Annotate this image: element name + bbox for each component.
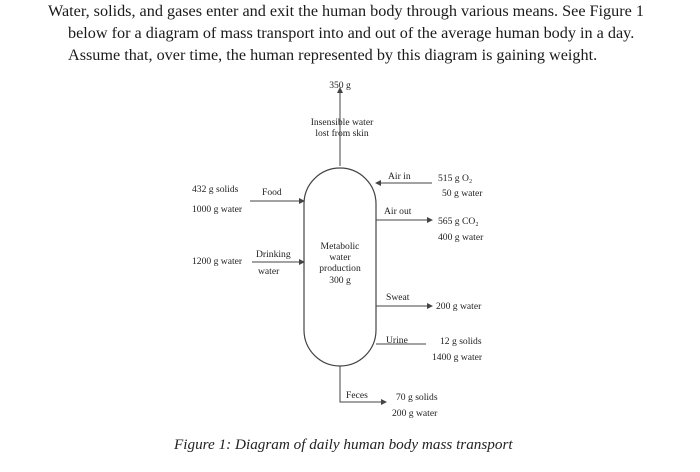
intro-line-1: Water, solids, and gases enter and exit the human body through various means. See Figure 1 bbox=[48, 2, 644, 20]
air-out-label: Air out bbox=[384, 206, 412, 217]
drinking-label-line2: water bbox=[258, 266, 280, 277]
urine-water: 1400 g water bbox=[432, 352, 483, 363]
feces-label: Feces bbox=[346, 390, 368, 401]
food-water: 1000 g water bbox=[192, 204, 243, 215]
urine-solids: 12 g solids bbox=[440, 336, 482, 347]
metabolic-line2: water bbox=[329, 252, 351, 263]
air-in-water: 50 g water bbox=[442, 188, 483, 199]
drinking-label-line1: Drinking bbox=[256, 249, 291, 260]
metabolic-line4: 300 g bbox=[329, 275, 351, 286]
intro-line-3: Assume that, over time, the human represented by this diagram is gaining weight. bbox=[68, 46, 598, 64]
sweat-label: Sweat bbox=[386, 292, 410, 303]
sweat-value: 200 g water bbox=[436, 301, 482, 312]
metabolic-line3: production bbox=[319, 263, 361, 274]
feces-solids: 70 g solids bbox=[396, 392, 438, 403]
drinking-value: 1200 g water bbox=[192, 256, 243, 267]
insensible-mass-label: 350 g bbox=[329, 80, 351, 91]
air-out-water: 400 g water bbox=[438, 232, 484, 243]
insensible-label-line1: Insensible water bbox=[310, 117, 374, 128]
food-solids: 432 g solids bbox=[192, 184, 239, 195]
feces-water: 200 g water bbox=[392, 408, 438, 419]
food-label: Food bbox=[262, 187, 282, 198]
air-in-label: Air in bbox=[388, 171, 411, 182]
metabolic-line1: Metabolic bbox=[320, 241, 360, 252]
air-in-o2: 515 g O₂ bbox=[438, 173, 473, 184]
urine-label: Urine bbox=[386, 335, 408, 346]
air-out-co2: 565 g CO₂ bbox=[438, 216, 479, 227]
figure-caption: Figure 1: Diagram of daily human body mass transport bbox=[174, 436, 513, 453]
insensible-label-line2: lost from skin bbox=[315, 128, 369, 139]
intro-line-2: below for a diagram of mass transport into and out of the average human body in a day. bbox=[68, 24, 635, 42]
